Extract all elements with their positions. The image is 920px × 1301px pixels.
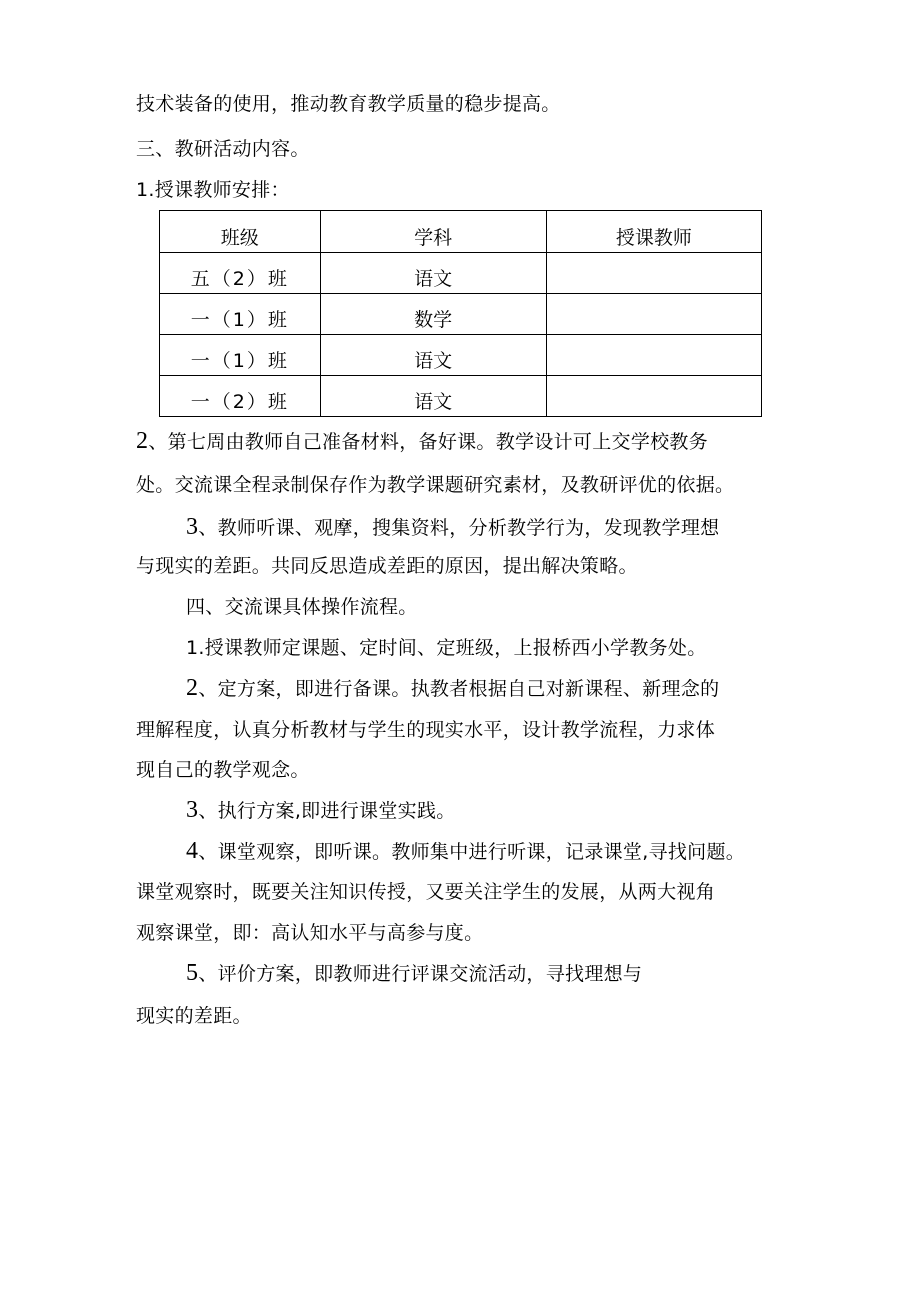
teacher-schedule-table [159, 210, 762, 417]
header-subject: 学科 [320, 211, 546, 253]
cell-teacher [546, 294, 761, 335]
paragraph-line: 1.授课教师定课题、定时间、定班级，上报桥西小学教务处。 [186, 637, 707, 659]
paragraph-line: 处。交流课全程录制保存作为教学课题研究素材，及教研评优的依据。 [136, 474, 735, 496]
cell-class: 一（1）班 [160, 294, 321, 335]
paragraph-line: 2、第七周由教师自己准备材料，备好课。教学设计可上交学校教务 [136, 428, 709, 454]
paragraph-line: 与现实的差距。共同反思造成差距的原因，提出解决策略。 [136, 555, 638, 577]
cell-teacher [546, 253, 761, 294]
paragraph-line: 课堂观察时，既要关注知识传授，又要关注学生的发展，从两大视角 [136, 881, 716, 903]
paragraph-line: 现自己的教学观念。 [136, 759, 310, 781]
table-row [160, 294, 762, 335]
table-row [160, 335, 762, 376]
paragraph-line: 观察课堂，即：高认知水平与高参与度。 [136, 922, 484, 944]
section-heading-4: 四、交流课具体操作流程。 [186, 596, 418, 618]
header-teacher: 授课教师 [546, 211, 761, 253]
section-heading-3: 三、教研活动内容。 [136, 138, 310, 160]
table-row [160, 253, 762, 294]
cell-teacher [546, 376, 761, 417]
paragraph-line: 3、执行方案,即进行课堂实践。 [186, 797, 456, 823]
paragraph-line: 2、定方案，即进行备课。执教者根据自己对新课程、新理念的 [186, 675, 720, 701]
header-class: 班级 [160, 211, 321, 253]
cell-class: 五（2）班 [160, 253, 321, 294]
paragraph-line: 理解程度，认真分析教材与学生的现实水平，设计教学流程，力求体 [136, 719, 716, 741]
cell-subject: 语文 [320, 253, 546, 294]
table-header-row [160, 211, 762, 253]
paragraph-line: 技术装备的使用，推动教育教学质量的稳步提高。 [136, 93, 561, 115]
paragraph-line: 3、教师听课、观摩，搜集资料，分析教学行为，发现教学理想 [186, 514, 720, 540]
paragraph-line: 4、课堂观察，即听课。教师集中进行听课，记录课堂,寻找问题。 [186, 838, 746, 864]
cell-subject: 数学 [320, 294, 546, 335]
cell-class: 一（2）班 [160, 376, 321, 417]
paragraph-line: 5、评价方案，即教师进行评课交流活动，寻找理想与 [186, 960, 643, 986]
paragraph-line: 现实的差距。 [136, 1005, 252, 1027]
cell-subject: 语文 [320, 335, 546, 376]
cell-teacher [546, 335, 761, 376]
subheading-teacher-schedule: 1.授课教师安排： [136, 179, 290, 201]
cell-subject: 语文 [320, 376, 546, 417]
table-row [160, 376, 762, 417]
cell-class: 一（1）班 [160, 335, 321, 376]
